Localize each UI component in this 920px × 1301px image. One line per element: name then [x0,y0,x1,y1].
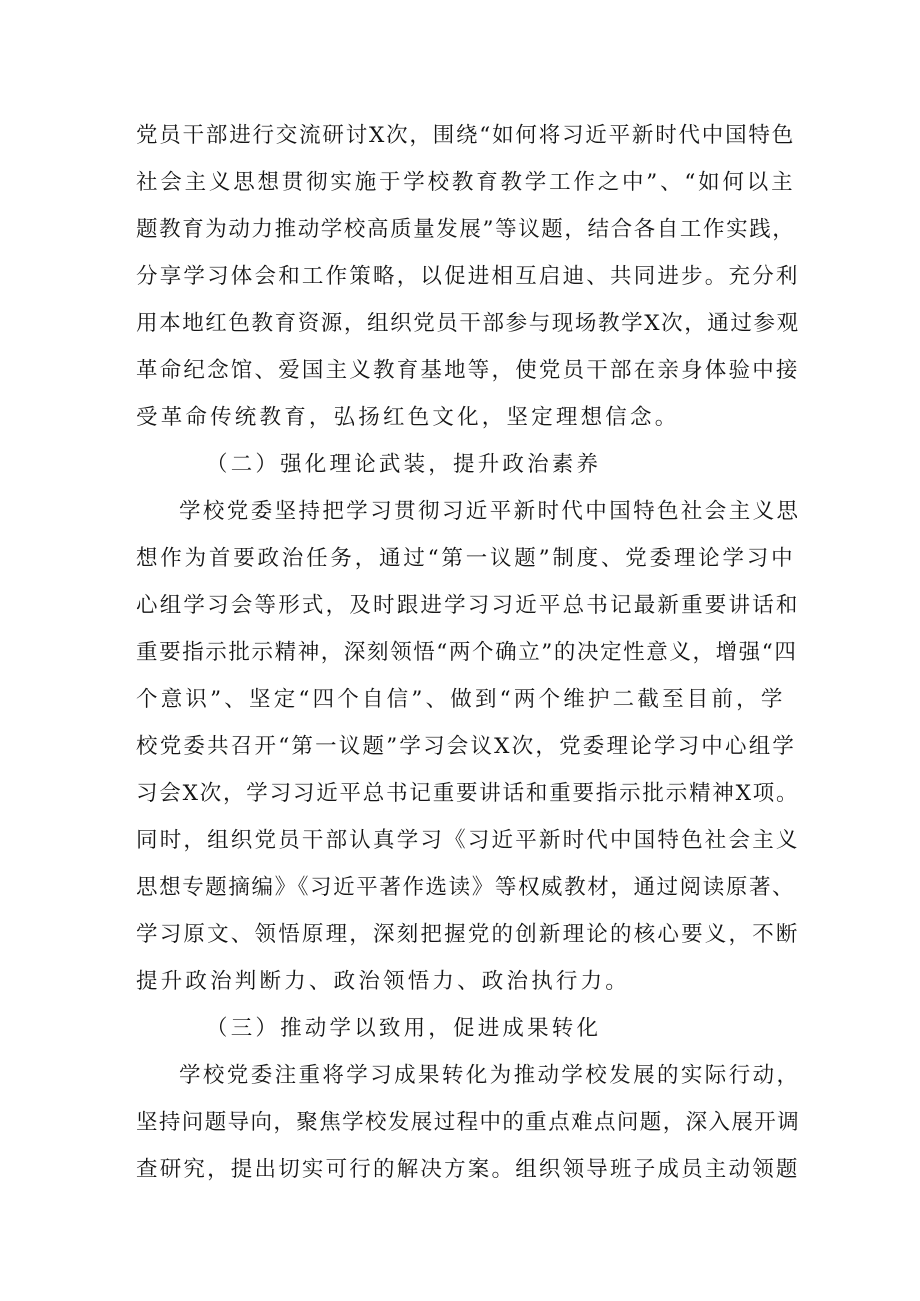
section-heading: （三）推动学以致用，促进成果转化 [206,1016,602,1041]
text-line: 个意识”、坚定“四个自信”、做到“两个维护二截至目前，学 [136,687,786,712]
text-line: 学校党委注重将学习成果转化为推动学校发展的实际行动， [179,1063,801,1088]
text-line: 用本地红色教育资源，组织党员干部参与现场教学X次，通过参观 [136,311,800,336]
text-line: 提升政治判断力、政治领悟力、政治执行力。 [136,969,631,994]
text-line: 题教育为动力推动学校高质量发展”等议题，结合各自工作实践， [136,217,796,242]
text-line: 查研究，提出切实可行的解决方案。组织领导班子成员主动领题 [136,1157,800,1182]
text-line: 社会主义思想贯彻实施于学校教育教学工作之中”、“如何以主 [136,170,796,195]
text-line: 学校党委坚持把学习贯彻习近平新时代中国特色社会主义思 [179,499,801,524]
text-line: 习会X次，学习习近平总书记重要讲话和重要指示批示精神X项。 [136,781,800,806]
text-line: 想作为首要政治任务，通过“第一议题”制度、党委理论学习中 [136,546,796,571]
body-text [136,112,801,1193]
text-line: 学习原文、领悟原理，深刻把握党的创新理论的核心要义，不断 [136,922,800,947]
text-line: 受革命传统教育，弘扬红色文化，坚定理想信念。 [136,405,680,430]
text-line: 坚持问题导向，聚焦学校发展过程中的重点难点问题，深入展开调 [136,1110,801,1135]
text-line: 党员干部进行交流研讨X次，围绕“如何将习近平新时代中国特色 [136,123,796,148]
text-line: 革命纪念馆、爱国主义教育基地等，使党员干部在亲身体验中接 [136,358,800,383]
text-line: 思想专题摘编》《习近平著作选读》等权威教材，通过阅读原著、 [136,875,796,900]
section-heading: （二）强化理论武装，提升政治素养 [206,452,602,477]
text-line: 重要指示批示精神，深刻领悟“两个确立”的决定性意义，增强“四 [136,640,798,665]
text-line: 同时，组织党员干部认真学习《习近平新时代中国特色社会主义 [136,828,800,853]
text-line: 校党委共召开“第一议题”学习会议X次，党委理论学习中心组学 [136,734,797,759]
text-line: 分享学习体会和工作策略，以促进相互启迪、共同进步。充分利 [136,264,800,289]
text-line: 心组学习会等形式，及时跟进学习习近平总书记最新重要讲话和 [136,593,800,618]
